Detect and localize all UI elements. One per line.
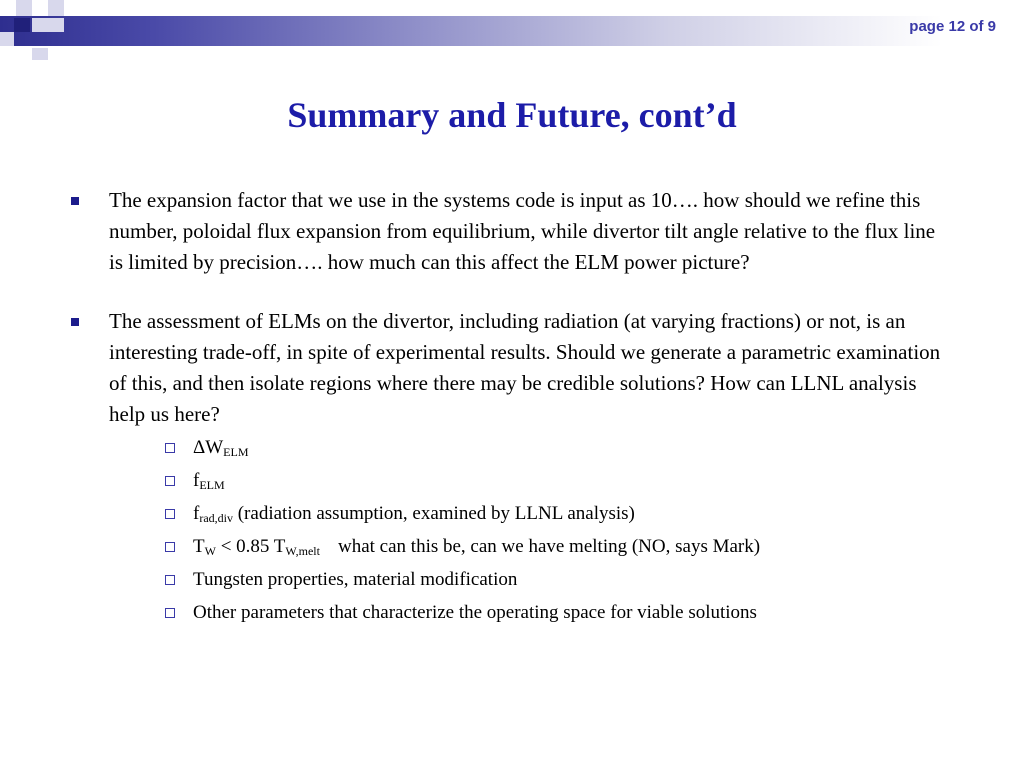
hollow-square-icon — [165, 476, 175, 486]
header-gradient-bar — [0, 16, 1024, 46]
sub-bullet-base: f — [193, 503, 200, 524]
sub-bullet-subscript: rad,div — [199, 511, 233, 525]
sub-bullet-item — [165, 434, 950, 461]
sub-bullet-subscript: ELM — [223, 445, 249, 459]
hollow-square-icon — [165, 608, 175, 618]
sub-bullet-subscript: ELM — [199, 478, 225, 492]
sub-bullet-base: T — [193, 536, 205, 557]
hollow-square-icon — [165, 575, 175, 585]
sub-bullet-item — [165, 566, 950, 593]
sub-bullet-subscript: W — [204, 544, 216, 558]
sub-bullet-item — [165, 467, 950, 494]
page-number: page 12 of 9 — [909, 18, 996, 35]
hollow-square-icon — [165, 443, 175, 453]
sub-bullet-rest: what can this be, can we have melting (NO, says Mark) — [337, 536, 761, 557]
sub-bullet-mid: < 0.85 T — [215, 536, 286, 557]
bullet-list — [70, 185, 950, 632]
sub-bullet-base: ΔW — [193, 437, 224, 458]
bullet-square-icon — [71, 318, 79, 326]
sub-bullet-rest: (radiation assumption, examined by LLNL analysis) — [232, 503, 635, 524]
bullet-text: The expansion factor that we use in the systems code is input as 10…. how should we refine this number, poloidal flux expansion from equilibrium, while divertor tilt angle relative to the flux line is limited by precision…. how much can this affect the ELM power picture? — [109, 188, 936, 274]
sub-bullet-item — [165, 533, 950, 560]
bullet-square-icon — [71, 197, 79, 205]
sub-bullet-item — [165, 500, 950, 527]
hollow-square-icon — [165, 542, 175, 552]
bullet-text: The assessment of ELMs on the divertor, including radiation (at varying fractions) or not, is an interesting trade-off, in spite of experimental results. Should we generate a parametric examination of this, and then isolate regions where there may be credible solutions? How can LLNL analysis help us here? — [109, 309, 941, 426]
sub-bullet-text: Tungsten properties, material modification — [193, 569, 518, 590]
slide-title: Summary and Future, cont’d — [287, 95, 737, 135]
hollow-square-icon — [165, 509, 175, 519]
sub-bullet-text: Other parameters that characterize the operating space for viable solutions — [193, 602, 757, 623]
bullet-item — [70, 306, 950, 626]
sub-bullet-list — [109, 434, 950, 626]
bullet-item — [70, 185, 950, 278]
sub-bullet-base: f — [193, 470, 200, 491]
sub-bullet-subscript: W,melt — [285, 544, 320, 558]
sub-bullet-item — [165, 599, 950, 626]
